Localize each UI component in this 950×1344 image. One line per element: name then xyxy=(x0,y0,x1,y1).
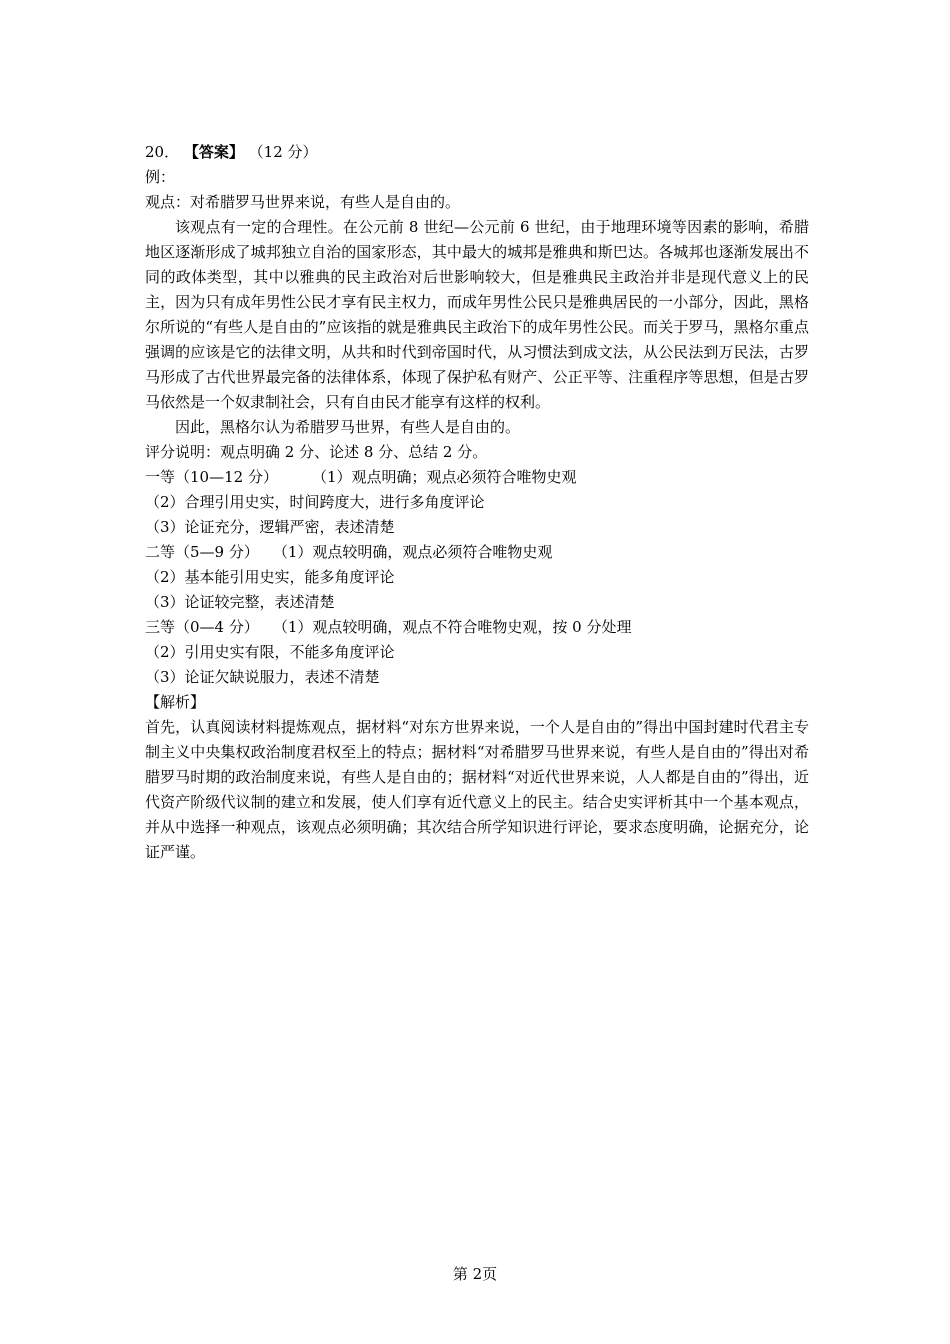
grade-2-criterion-1: （1）观点较明确，观点必须符合唯物史观 xyxy=(272,543,553,561)
grade-1-criterion-1: （1）观点明确；观点必须符合唯物史观 xyxy=(311,468,577,486)
grade-2-criterion-2: （2）基本能引用史实，能多角度评论 xyxy=(145,568,395,586)
argument-paragraph: 该观点有一定的合理性。在公元前 8 世纪—公元前 6 世纪，由于地理环境等因素的影响，希腊地区逐渐形成了城邦独立自治的国家形态，其中最大的城邦是雅典和斯巴达。各城邦也逐渐发展出不同的政体类型，其中以雅典的民主政治对后世影响较大，但是雅典民主政治并非是现代意义上的民主，因为只有成年男性公民才享有民主权力，而成年男性公民只是雅典居民的一小部分，因此，黑格尔所说的“有些人是自由的”应该指的就是雅典民主政治下的成年男性公民。而关于罗马，黑格尔重点强调的应该是它的法律文明，从共和时代到帝国时代，从习惯法到成文法，从公民法到万民法，古罗马形成了古代世界最完备的法律体系，体现了保护私有财产、公正平等、注重程序等思想，但是古罗马依然是一个奴隶制社会，只有自由民才能享有这样的权利。 xyxy=(145,218,809,411)
grade-1-level: 一等（10—12 分） xyxy=(145,468,278,486)
grade-2-header xyxy=(145,540,809,565)
grade-1-header xyxy=(145,465,809,490)
grade-1-criterion-3: （3）论证充分，逻辑严密，表述清楚 xyxy=(145,518,395,536)
analysis-tag: 【解析】 xyxy=(145,693,206,711)
grade-3-criterion-2: （2）引用史实有限，不能多角度评论 xyxy=(145,643,395,661)
page-number: 第 2页 xyxy=(452,1265,498,1283)
answer-tag: 【答案】 xyxy=(183,143,244,161)
answer-heading xyxy=(145,140,809,165)
grade-3-level: 三等（0—4 分） xyxy=(145,618,259,636)
answer-score: （12 分） xyxy=(248,143,318,161)
viewpoint: 观点：对希腊罗马世界来说，有些人是自由的。 xyxy=(145,193,461,211)
conclusion: 因此，黑格尔认为希腊罗马世界，有些人是自由的。 xyxy=(175,418,521,436)
grade-3-criterion-1: （1）观点较明确，观点不符合唯物史观，按 0 分处理 xyxy=(272,618,632,636)
analysis-text: 首先，认真阅读材料提炼观点，据材料“对东方世界来说，一个人是自由的”得出中国封建时代君主专制主义中央集权政治制度君权至上的特点；据材料“对希腊罗马世界来说，有些人是自由的”得出对希腊罗马时期的政治制度来说，有些人是自由的；据材料“对近代世界来说，人人都是自由的”得出，近代资产阶级代议制的建立和发展，使人们享有近代意义上的民主。结合史实评析其中一个基本观点，并从中选择一种观点，该观点必须明确；其次结合所学知识进行评论，要求态度明确，论据充分，论证严谨。 xyxy=(145,718,809,861)
grade-2-level: 二等（5—9 分） xyxy=(145,543,259,561)
grade-2-criterion-3: （3）论证较完整，表述清楚 xyxy=(145,593,335,611)
question-number: 20． xyxy=(145,143,180,161)
grade-1-criterion-2: （2）合理引用史实，时间跨度大，进行多角度评论 xyxy=(145,493,485,511)
document-body xyxy=(145,140,809,865)
scoring-note: 评分说明：观点明确 2 分、论述 8 分、总结 2 分。 xyxy=(145,443,488,461)
example-label: 例： xyxy=(145,168,176,186)
grade-3-criterion-3: （3）论证欠缺说服力，表述不清楚 xyxy=(145,668,380,686)
grade-3-header xyxy=(145,615,809,640)
